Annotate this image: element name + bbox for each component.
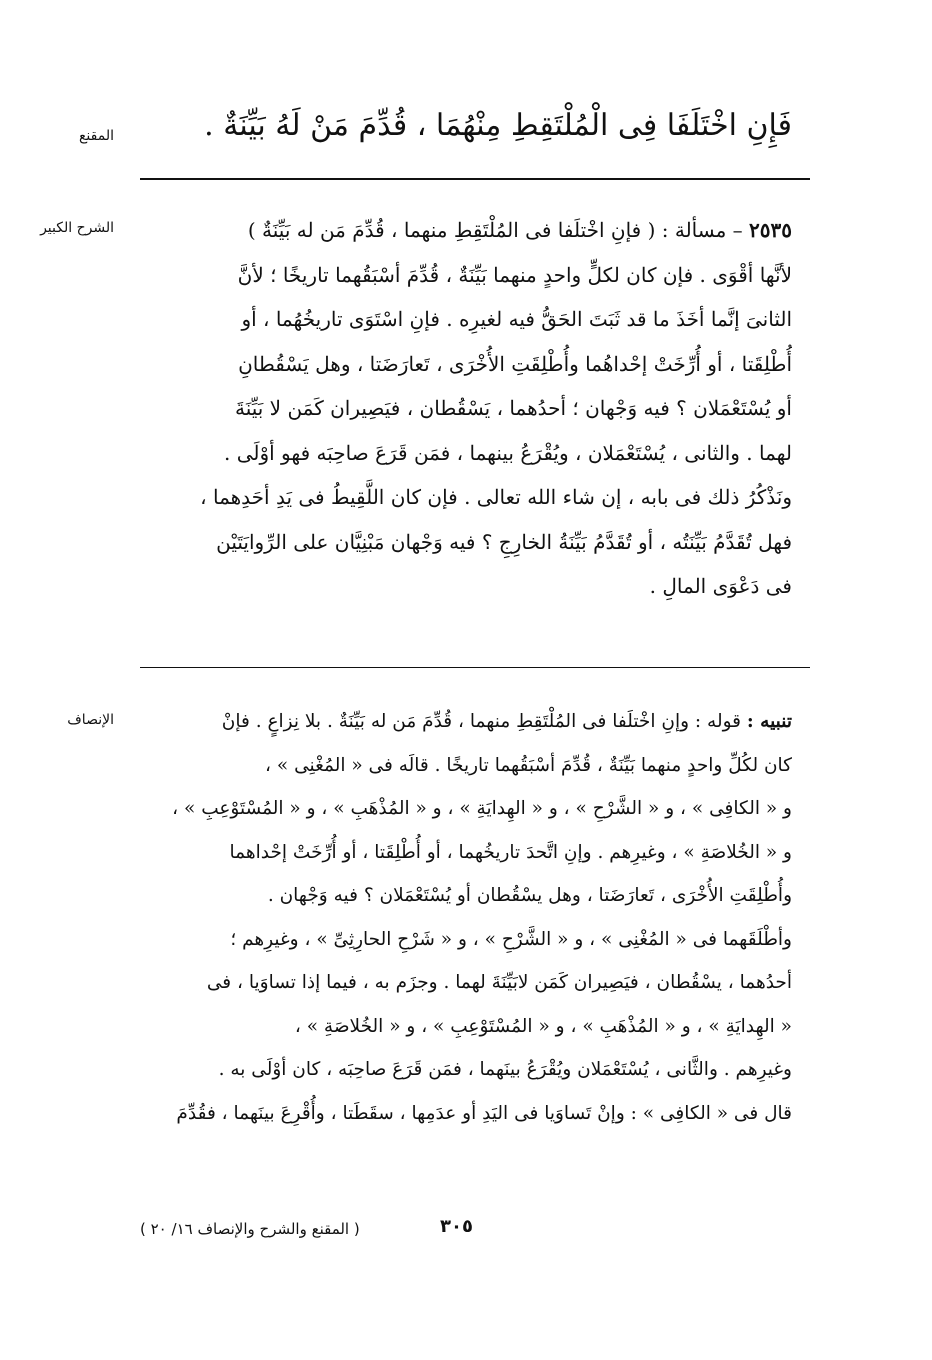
insaf-line: أحدُهما ، يسْقُطان ، فيَصِيران كَمَن لابَيِّنَةَ لهما . وجزَم به ، فيما إذا تساوَيا ، فى <box>206 972 792 993</box>
insaf-line: قال فى « الكافِى » : وإنْ تَساوَيا فى اليَدِ أو عدَمِها ، سقَطَتا ، وأُقْرِعَ بينَهما ، فقُدِّمَ <box>176 1102 792 1124</box>
sharh-line <box>122 208 792 253</box>
insaf-line: و « الخُلاصَةِ » ، وغيرِهم . وإنِ اتَّحدَ تاريخُهما ، أو أُطْلِقَتا ، أو أُرِّخَتْ إحْداهما <box>229 841 792 863</box>
issue-number: ٢٥٣٥ <box>749 218 792 242</box>
insaf-line <box>122 700 792 744</box>
insaf-line: وغيرِهم . والثَّانى ، يُسْتَعْمَلان ويُقْرَعُ بينَهما ، فمَن قَرَعَ صاحِبَه ، كان أوْلَى به . <box>218 1059 792 1080</box>
insaf-text-block <box>122 700 792 1135</box>
sharh-line: ونَذْكُرُ ذلك فى بابه ، إن شاء الله تعالى . فإن كان اللَّقِيطُ فى يَدِ أحَدِهما ، <box>200 485 792 509</box>
tanbih-label: تنبيه : <box>746 711 792 732</box>
sharh-line: فهل تُقَدَّمُ بَيِّنَتُه ، أو تُقَدَّمُ بَيِّنَةُ الخارِجِ ؟ فيه وَجْهان مَبْنِيَّان على الرِّوايَتَيْن <box>216 529 792 554</box>
sharh-line: أُطْلِقَتا ، أو أُرِّخَتْ إحْداهُما وأُطْلِقَتِ الأُخْرَى ، تَعارَضَتا ، وهل يَسْقُطانِ <box>238 351 792 376</box>
sharh-line: أو يُسْتَعْمَلان ؟ فيه وَجْهان ؛ أحدُهما ، يَسْقُطان ، فيَصِيران كَمَن لا بَيِّنَةَ <box>234 396 792 420</box>
sharh-line: لهما . والثانى ، يُسْتَعْمَلان ، ويُقْرَعُ بينهما ، فمَن قَرَعَ صاحِبَه فهو أوْلَى . <box>224 440 792 465</box>
sharh-line: الثانىَ إنَّما أخَذَ ما قد ثَبَتَ الحَقُّ فيه لغيرِه . فإنِ اسْتَوَى تاريخُهُما ، أو <box>241 307 792 331</box>
side-label-insaf: الإنصاف <box>67 712 114 728</box>
sharh-line: فى دَعْوَى المالِ . <box>649 574 792 598</box>
volume-reference: ( المقنع والشرح والإنصاف ١٦/ ٢٠ ) <box>140 1220 360 1238</box>
insaf-line: وأُطْلِقَتِ الأُخْرَى ، تَعارَضَتا ، وهل يسْقُطان أو يُسْتَعْمَلان ؟ فيه وَجْهان . <box>267 885 792 906</box>
divider-top <box>140 178 810 180</box>
insaf-line: « الهِدايَةِ » ، و « المُذْهَبِ » ، و « المُسْتَوْعِبِ » ، و « الخُلاصَةِ » ، <box>294 1015 792 1037</box>
sharh-line-text: – مسألة : ( فإنِ اخْتلَفا فى المُلْتَقِطِ منهما ، قُدِّمَ مَن له بَيِّنَةٌ ) <box>247 218 743 242</box>
insaf-line: و « الكافِى » ، و « الشَّرْحِ » ، و « الهِدايَةِ » ، و « المُذْهَبِ » ، و « المُسْتَوْعِبِ » ، <box>172 798 792 819</box>
insaf-line: كان لكُلِّ واحدٍ منهما بَيِّنَةٌ ، قُدِّمَ أسْبَقُهما تاريخًا . قالَه فى « المُغْنِى » ، <box>265 754 792 776</box>
matn-line: فَإِنِ اخْتَلَفَا فِى الْمُلْتَقِطِ مِنْهُمَا ، قُدِّمَ مَنْ لَهُ بَيِّنَةٌ . <box>204 108 792 143</box>
sharh-line: لأنَّها أقْوَى . فإن كان لكلٍّ واحدٍ منهما بَيِّنَةٌ ، قُدِّمَ أسْبَقُهما تاريخًا ؛ لأنَّ <box>237 262 792 287</box>
sharh-text-block <box>122 208 792 609</box>
matn-text-block <box>122 100 792 152</box>
insaf-line: وأطْلَقَهما فى « المُغْنِى » ، و « الشَّرْحِ » ، و « شَرْحِ الحارِثِىِّ » ، وغيرِهم ؛ <box>230 928 792 950</box>
side-label-muqni: المقنع <box>78 128 114 144</box>
side-label-sharh: الشرح الكبير <box>40 220 114 236</box>
insaf-line-text: قوله : وإنِ اخْتلَفا فى المُلْتَقِطِ منهما ، قُدِّمَ مَن له بَيِّنَةٌ . بلا نِزاعٍ . فإنْ <box>221 711 742 732</box>
divider-middle <box>140 667 810 668</box>
page-number: ٣٠٥ <box>440 1216 473 1237</box>
